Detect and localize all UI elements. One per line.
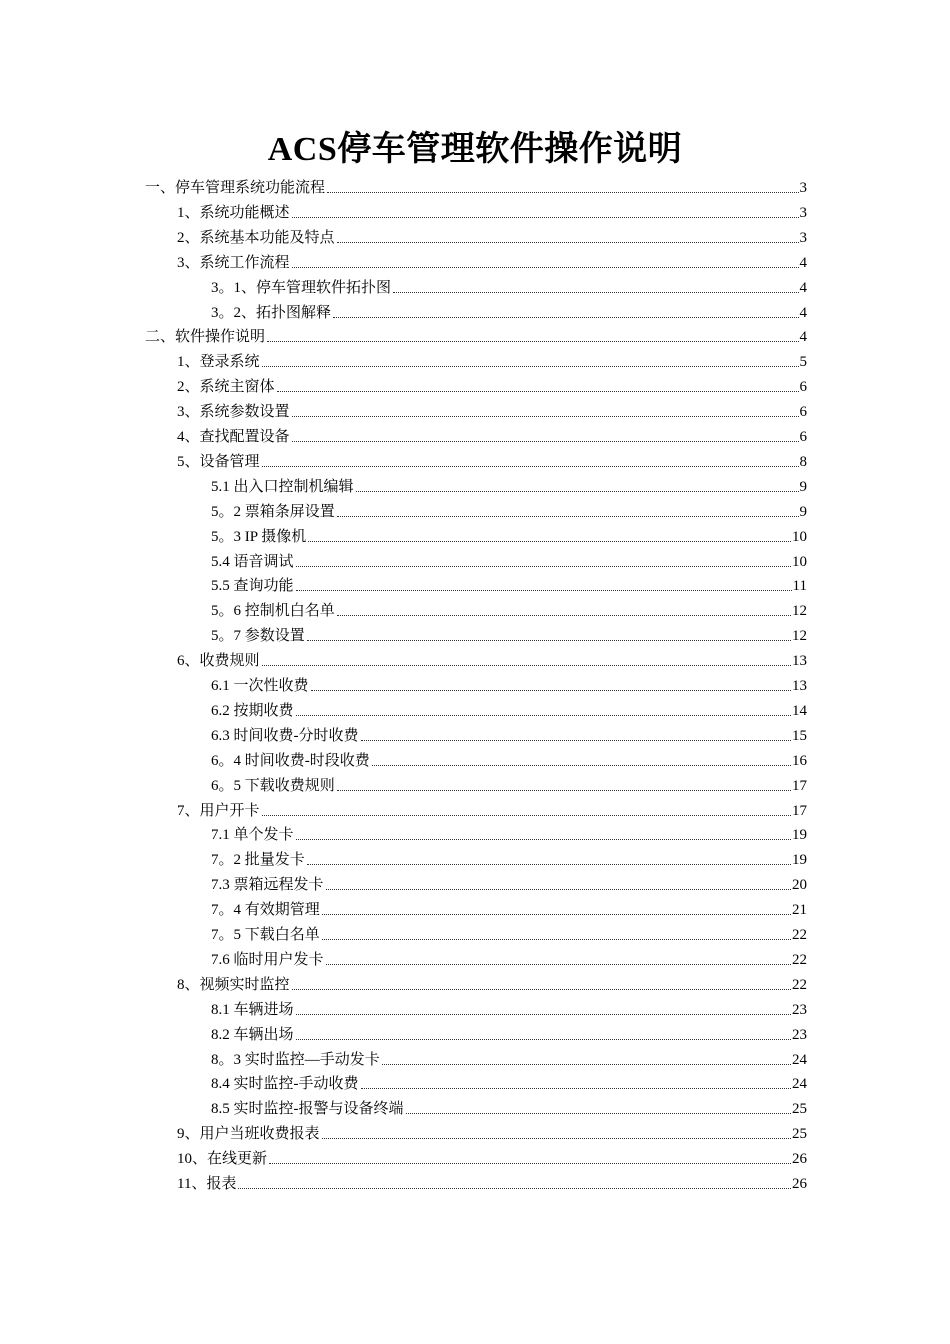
toc-dot-leader [296,715,791,716]
toc-dot-leader [322,939,791,940]
toc-entry-label: 7.1 单个发卡 [211,827,294,844]
toc-entry[interactable] [177,448,807,472]
toc-entry-label: 3。2、拓扑图解释 [211,304,332,321]
toc-entry-label: 二、软件操作说明 [145,329,266,346]
toc-dot-leader [262,815,791,816]
toc-entry-page-number: 4 [799,304,807,321]
toc-dot-leader [292,217,799,218]
toc-entry[interactable] [145,323,807,347]
toc-dot-leader [262,466,799,467]
toc-entry[interactable] [211,523,807,547]
toc-dot-leader [326,964,791,965]
toc-dot-leader [267,341,798,342]
toc-entry-page-number: 6 [799,379,807,396]
toc-dot-leader [308,541,791,542]
toc-entry-page-number: 4 [799,254,807,271]
toc-dot-leader [296,1014,791,1015]
toc-dot-leader [292,416,799,417]
toc-entry-label: 3、系统参数设置 [177,404,290,421]
toc-entry-page-number: 3 [799,229,807,246]
toc-entry[interactable] [177,647,807,671]
toc-entry[interactable] [211,672,807,696]
toc-dot-leader [382,1064,791,1065]
toc-entry-page-number: 22 [792,951,807,968]
toc-entry-page-number: 23 [792,1026,807,1043]
toc-entry[interactable] [177,1145,807,1169]
toc-dot-leader [361,1088,792,1089]
toc-entry-page-number: 10 [792,553,807,570]
toc-entry[interactable] [211,572,807,596]
toc-entry-page-number: 12 [792,603,807,620]
toc-entry-page-number: 8 [799,453,807,470]
toc-entry-label: 7.6 临时用户发卡 [211,951,324,968]
toc-dot-leader [337,242,799,243]
toc-entry[interactable] [177,373,807,397]
toc-entry[interactable] [177,224,807,248]
toc-entry[interactable] [177,398,807,422]
toc-entry[interactable] [177,249,807,273]
toc-entry-page-number: 17 [792,777,807,794]
toc-dot-leader [406,1113,792,1114]
toc-dot-leader [262,366,799,367]
toc-entry-page-number: 10 [792,528,807,545]
toc-entry-label: 5、设备管理 [177,453,260,470]
toc-entry-page-number: 25 [792,1101,807,1118]
toc-dot-leader [307,640,791,641]
toc-entry[interactable] [211,772,807,796]
toc-dot-leader [269,1163,791,1164]
toc-entry[interactable] [177,1120,807,1144]
toc-entry[interactable] [211,697,807,721]
toc-entry-label: 8.4 实时监控-手动收费 [211,1076,359,1093]
toc-entry-page-number: 23 [792,1001,807,1018]
toc-entry-label: 7、用户开卡 [177,802,260,819]
toc-entry[interactable] [211,921,807,945]
toc-entry-page-number: 4 [799,279,807,296]
toc-entry[interactable] [177,1170,807,1194]
toc-dot-leader [292,267,799,268]
toc-entry-label: 5.1 出入口控制机编辑 [211,478,354,495]
toc-entry[interactable] [211,548,807,572]
toc-entry-page-number: 24 [792,1051,807,1068]
toc-entry[interactable] [211,871,807,895]
toc-entry-page-number: 19 [792,827,807,844]
toc-dot-leader [337,516,799,517]
toc-entry-label: 7。5 下载白名单 [211,927,320,943]
toc-entry-label: 6。4 时间收费-时段收费 [211,752,370,769]
toc-entry[interactable] [211,299,807,323]
toc-entry[interactable] [211,821,807,845]
toc-entry-label: 10、在线更新 [177,1151,268,1168]
toc-dot-leader [277,391,799,392]
toc-entry-label: 11、报表 [177,1176,237,1192]
toc-entry[interactable] [211,1021,807,1045]
toc-entry-label: 3、系统工作流程 [177,254,290,271]
toc-entry[interactable] [211,996,807,1020]
toc-entry-label: 6.1 一次性收费 [211,678,309,694]
toc-entry-page-number: 16 [792,752,807,769]
toc-entry-page-number: 17 [792,802,807,819]
toc-dot-leader [337,790,791,791]
toc-entry[interactable] [211,1070,807,1094]
toc-dot-leader [296,839,791,840]
toc-entry[interactable] [177,348,807,372]
toc-entry-label: 3。1、停车管理软件拓扑图 [211,279,392,296]
toc-entry-page-number: 3 [799,180,807,196]
toc-entry-page-number: 5 [799,354,807,371]
toc-entry[interactable] [211,498,807,522]
toc-entry-label: 8、视频实时监控 [177,976,290,993]
toc-entry-label: 6.2 按期收费 [211,702,294,719]
toc-entry-label: 5。2 票箱条屏设置 [211,503,335,520]
toc-entry-page-number: 21 [792,902,807,919]
toc-entry-page-number: 15 [792,727,807,744]
toc-dot-leader [356,491,799,492]
toc-entry-label: 9、用户当班收费报表 [177,1126,320,1143]
toc-dot-leader [292,441,799,442]
toc-dot-leader [292,989,791,990]
toc-dot-leader [333,317,798,318]
toc-entry[interactable] [177,797,807,821]
toc-entry-label: 5.4 语音调试 [211,553,294,570]
toc-entry-label: 一、停车管理系统功能流程 [145,180,326,196]
toc-dot-leader [322,914,791,915]
toc-entry[interactable] [211,846,807,870]
toc-entry[interactable] [211,1095,807,1119]
toc-entry-page-number: 3 [799,204,807,221]
toc-entry-page-number: 13 [792,653,807,670]
toc-entry-page-number: 14 [792,702,807,719]
toc-entry-label: 8.2 车辆出场 [211,1026,294,1043]
toc-dot-leader [262,665,791,666]
document-title: ACS停车管理软件操作说明 [267,131,683,168]
toc-entry[interactable] [177,971,807,995]
toc-entry-page-number: 19 [792,852,807,869]
toc-entry-page-number: 6 [799,404,807,421]
toc-entry[interactable] [211,473,807,497]
toc-entry-label: 4、查找配置设备 [177,429,290,445]
toc-dot-leader [322,1138,791,1139]
toc-entry-label: 2、系统基本功能及特点 [177,229,335,246]
toc-entry-label: 5。3 IP 摄像机 [211,528,307,545]
toc-entry-label: 7。4 有效期管理 [211,902,320,919]
toc-entry-label: 8.1 车辆进场 [211,1001,294,1018]
toc-entry[interactable] [177,199,807,223]
toc-entry-label: 7.3 票箱远程发卡 [211,877,324,894]
toc-entry-page-number: 22 [792,927,807,943]
toc-entry-page-number: 12 [792,628,807,645]
toc-entry[interactable] [211,274,807,298]
toc-entry[interactable] [211,946,807,970]
toc-entry-page-number: 25 [792,1126,807,1143]
toc-dot-leader [311,690,791,691]
toc-entry[interactable] [177,423,807,447]
toc-entry-page-number: 26 [792,1176,807,1192]
toc-dot-leader [296,590,792,591]
toc-entry-page-number: 22 [792,976,807,993]
toc-entry-page-number: 9 [799,503,807,520]
toc-entry-label: 1、登录系统 [177,354,260,371]
toc-entry[interactable] [211,722,807,746]
toc-dot-leader [393,292,798,293]
toc-entry[interactable] [211,896,807,920]
toc-entry-page-number: 13 [792,678,807,694]
toc-entry-page-number: 9 [799,478,807,495]
toc-dot-leader [296,566,791,567]
toc-entry[interactable] [211,1046,807,1070]
toc-entry-label: 1、系统功能概述 [177,204,290,221]
toc-entry[interactable] [211,747,807,771]
toc-dot-leader [307,864,791,865]
toc-entry-label: 5。6 控制机白名单 [211,603,335,620]
toc-dot-leader [372,765,791,766]
toc-dot-leader [296,1039,791,1040]
toc-entry-page-number: 24 [792,1076,807,1093]
toc-entry-page-number: 20 [792,877,807,894]
toc-entry-page-number: 11 [792,578,807,595]
toc-entry-label: 5.5 查询功能 [211,578,294,595]
toc-entry-page-number: 6 [799,429,807,445]
toc-entry-page-number: 26 [792,1151,807,1168]
toc-entry[interactable] [211,597,807,621]
toc-entry-label: 6。5 下载收费规则 [211,777,335,794]
toc-dot-leader [361,740,792,741]
toc-entry-label: 6、收费规则 [177,653,260,670]
toc-dot-leader [238,1188,791,1189]
toc-entry[interactable] [145,174,807,198]
toc-entry-page-number: 4 [799,329,807,346]
toc-entry-label: 6.3 时间收费-分时收费 [211,727,359,744]
toc-entry-label: 7。2 批量发卡 [211,852,305,869]
toc-dot-leader [337,615,791,616]
toc-entry-label: 2、系统主窗体 [177,379,275,396]
toc-dot-leader [326,889,791,890]
toc-entry-label: 5。7 参数设置 [211,628,305,645]
toc-entry[interactable] [211,622,807,646]
toc-dot-leader [327,192,798,193]
toc-entry-label: 8.5 实时监控-报警与设备终端 [211,1101,404,1118]
toc-entry-label: 8。3 实时监控—手动发卡 [211,1051,380,1068]
